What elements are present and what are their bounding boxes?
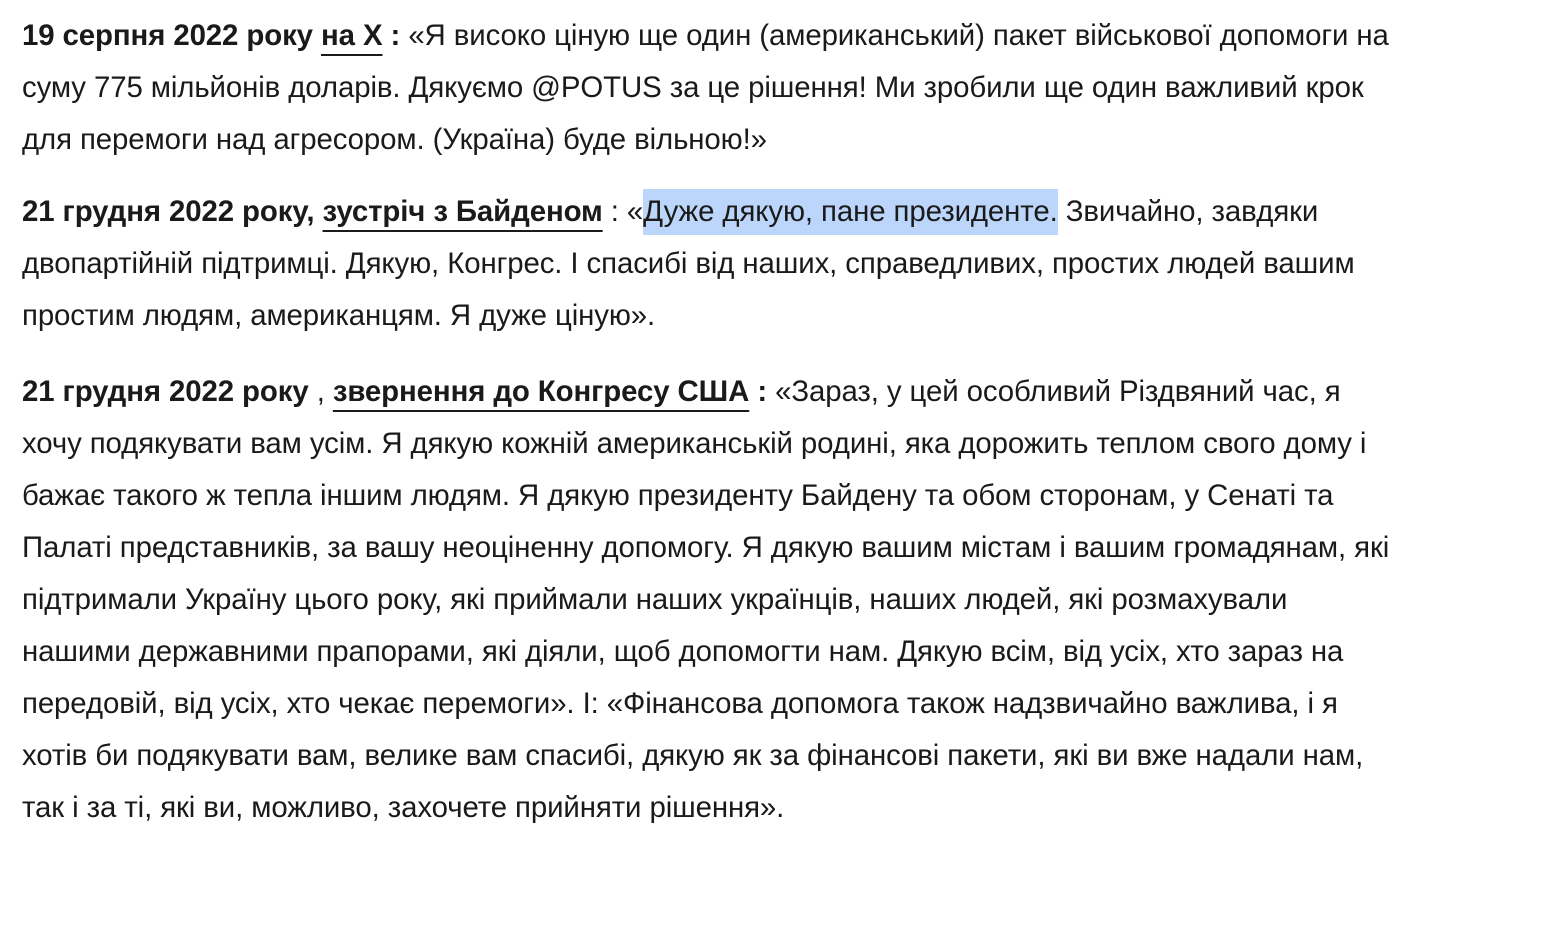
separator-text: , bbox=[308, 375, 333, 408]
separator-text: : bbox=[749, 375, 768, 408]
source-link-x[interactable]: на Х bbox=[321, 19, 383, 52]
quote-paragraph-dec-21-meeting bbox=[22, 186, 1402, 342]
article-body bbox=[22, 10, 1402, 854]
source-link-congress-address[interactable]: звернення до Конгресу США bbox=[332, 375, 750, 408]
selected-text-highlight[interactable]: Дуже дякую, пане президенте. bbox=[643, 189, 1058, 235]
separator-text bbox=[313, 19, 321, 52]
quote-date: 21 грудня 2022 року, bbox=[22, 195, 315, 228]
quote-date: 19 серпня 2022 року bbox=[22, 19, 313, 52]
quote-date: 21 грудня 2022 року bbox=[22, 375, 309, 408]
separator-text: : « bbox=[602, 195, 644, 228]
separator-text bbox=[314, 195, 322, 228]
source-link-biden-meeting[interactable]: зустріч з Байденом bbox=[322, 195, 603, 228]
quote-paragraph-aug-19 bbox=[22, 10, 1402, 166]
quote-text: «Я високо ціную ще один (американський) пакет військової допомоги на суму 775 мільйонів доларів. Дякуємо @POTUS за це рішення! Ми зробили ще один важливий крок для перемоги над агресором. (Україна) буде вільною!» bbox=[22, 19, 1389, 156]
separator-text: : bbox=[382, 19, 401, 52]
quote-text: «Зараз, у цей особливий Різдвяний час, я хочу подякувати вам усім. Я дякую кожній американській родині, яка дорожить теплом свого дому і бажає такого ж тепла іншим людям. Я дякую президенту Байдену та обом сторонам, у Сенаті та Палаті представників, за вашу неоціненну допомогу. Я дякую вашим містам і вашим громадянам, які підтримали Україну цього року, які приймали наших українців, наших людей, які розмахували нашими державними прапорами, які діяли, щоб допомогти нам. Дякую всім, від усіх, хто зараз на передовій, від усіх, хто чекає перемоги». І: «Фінансова допомога також надзвичайно важлива, і я хотів би подякувати вам, велике вам спасибі, дякую як за фінансові пакети, які ви вже надали нам, так і за ті, які ви, можливо, захочете прийняти рішення». bbox=[22, 375, 1390, 824]
quote-paragraph-dec-21-congress bbox=[22, 366, 1402, 834]
quote-text: Звичайно, завдяки двопартійній підтримці. Дякую, Конгрес. І спасибі від наших, справедливих, простих людей вашим простим людям, американцям. Я дуже ціную». bbox=[22, 195, 1355, 332]
